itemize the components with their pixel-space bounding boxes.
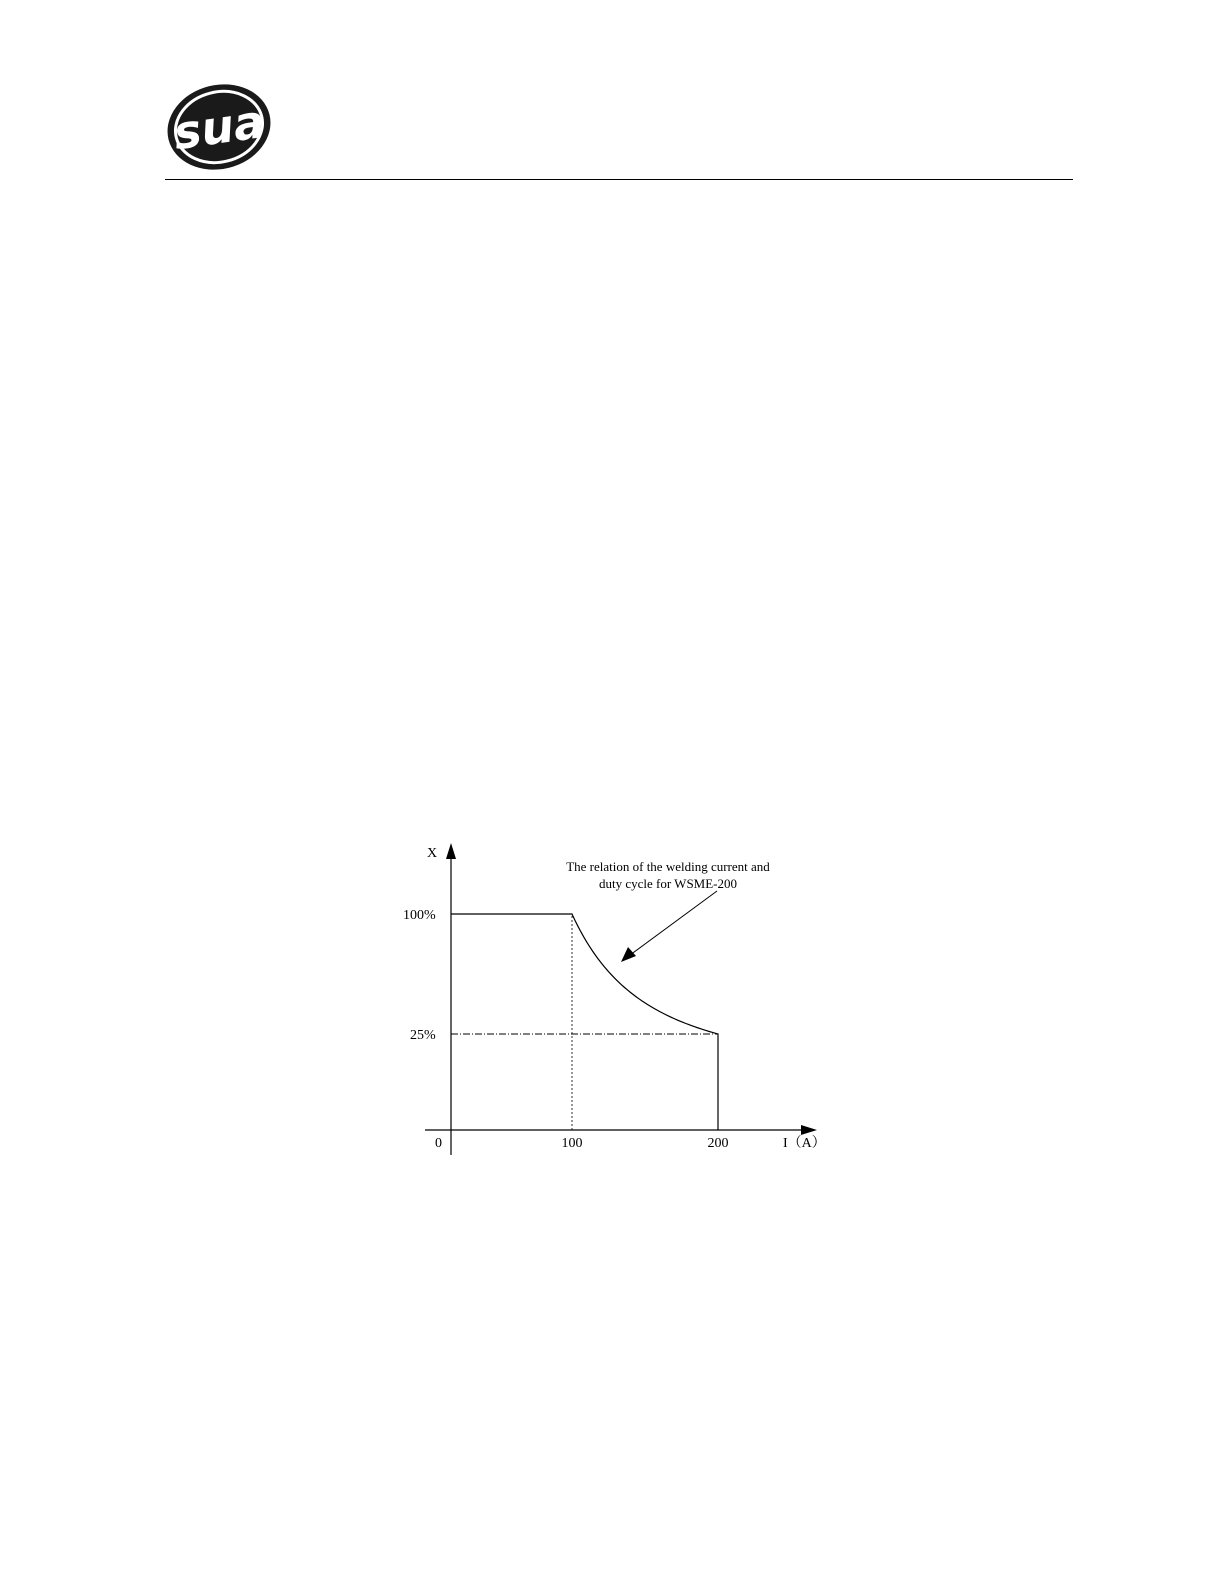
y-axis-label: X bbox=[427, 846, 438, 861]
svg-text:sua: sua bbox=[170, 93, 268, 161]
duty-cycle-curve bbox=[451, 914, 718, 1130]
header-rule bbox=[165, 179, 1073, 180]
y-axis-arrow bbox=[446, 843, 456, 859]
x-axis-arrow bbox=[801, 1125, 817, 1135]
annotation-arrow bbox=[630, 891, 717, 955]
y-tick-label-100: 100% bbox=[403, 908, 436, 923]
origin-label: 0 bbox=[435, 1136, 442, 1151]
annotation-arrowhead bbox=[621, 947, 636, 962]
x-tick-label-100: 100 bbox=[561, 1136, 583, 1151]
x-tick-label-200: 200 bbox=[707, 1136, 729, 1151]
y-tick-label-25: 25% bbox=[410, 1028, 436, 1043]
annotation-line-2: duty cycle for WSME-200 bbox=[598, 876, 738, 891]
duty-cycle-chart bbox=[395, 835, 835, 1165]
annotation-line-1: The relation of the welding current and bbox=[566, 859, 770, 874]
company-logo bbox=[165, 80, 273, 175]
x-axis-label: I（A） bbox=[783, 1136, 826, 1151]
